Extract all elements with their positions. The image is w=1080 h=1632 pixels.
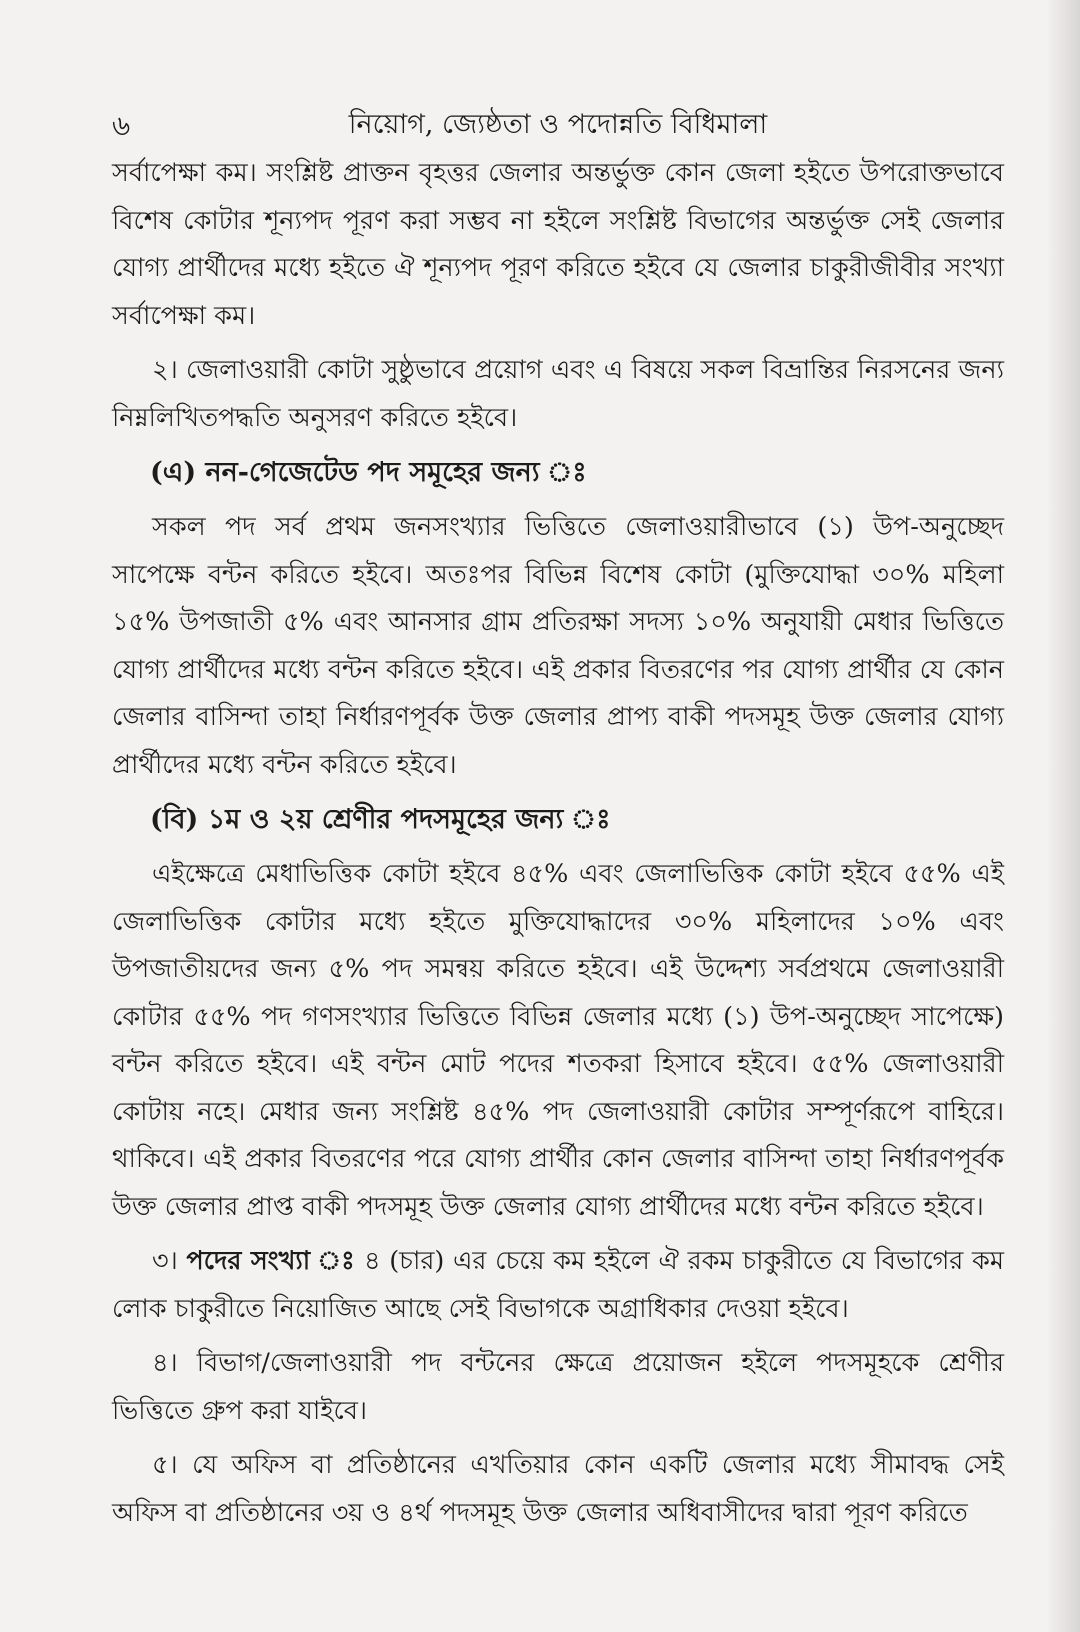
paragraph-3-number: ৩। <box>152 1246 178 1276</box>
subheading-class-1-2: (বি) ১ম ও ২য় শ্রেণীর পদসমূহের জন্য ঃ <box>150 804 611 835</box>
paragraph-5: ৫। যে অফিস বা প্রতিষ্ঠানের এখতিয়ার কোন একটি জেলার মধ্যে সীমাবদ্ধ সেই অফিস বা প্রতিষ্ঠানের ৩য় ও ৪র্থ পদসমূহ উক্ত জেলার অধিবাসীদের দ্বারা পূরণ করিতে <box>112 1450 1004 1528</box>
subheading-non-gazetted: (এ) নন-গেজেটেড পদ সমূহের জন্য ঃ <box>150 457 587 488</box>
paragraph-continued: সর্বাপেক্ষা কম। সংশ্লিষ্ট প্রাক্তন বৃহত্তর জেলার অন্তর্ভুক্ত কোন জেলা হইতে উপরোক্তভাবে বিশেষ কোটার শূন্যপদ পূরণ করা সম্ভব না হইলে সংশ্লিষ্ট বিভাগের অন্তর্ভুক্ত সেই জেলার যোগ্য প্রার্থীদের মধ্যে হইতে ঐ শূন্যপদ পূরণ করিতে হইবে যে জেলার চাকুরীজীবীর সংখ্যা সর্বাপেক্ষা কম। <box>112 158 1004 331</box>
page-header <box>112 96 1004 144</box>
paragraph-4: ৪। বিভাগ/জেলাওয়ারী পদ বন্টনের ক্ষেত্রে প্রয়োজন হইলে পদসমূহকে শ্রেণীর ভিত্তিতে গ্রুপ করা যাইবে। <box>112 1348 1004 1426</box>
running-title: নিয়োগ, জ্যেষ্ঠতা ও পদোন্নতি বিধিমালা <box>348 109 768 140</box>
page-edge-shadow <box>1046 0 1080 1632</box>
paragraph-3 <box>112 1238 1004 1333</box>
paragraph-2: ২। জেলাওয়ারী কোটা সুষ্ঠুভাবে প্রয়োগ এবং এ বিষয়ে সকল বিভ্রান্তির নিরসনের জন্য নিম্নলিখিতপদ্ধতি অনুসরণ করিতে হইবে। <box>112 355 1004 433</box>
paragraph-class-1-2: এইক্ষেত্রে মেধাভিত্তিক কোটা হইবে ৪৫% এবং জেলাভিত্তিক কোটা হইবে ৫৫% এই জেলাভিত্তিক কোটার মধ্যে হইতে মুক্তিযোদ্ধাদের ৩০% মহিলাদের ১০% এবং উপজাতীয়দের জন্য ৫% পদ সমন্বয় করিতে হইবে। এই উদ্দেশ্য সর্বপ্রথমে জেলাওয়ারী কোটার ৫৫% পদ গণসংখ্যার ভিত্তিতে বিভিন্ন জেলার মধ্যে (১) উপ-অনুচ্ছেদ সাপেক্ষে) বন্টন করিতে হইবে। এই বন্টন মোট পদের শতকরা হিসাবে হইবে। ৫৫% জেলাওয়ারী কোটায় নহে। মেধার জন্য সংশ্লিষ্ট ৪৫% পদ জেলাওয়ারী কোটার সম্পূর্ণরূপে বাহিরে। থাকিবে। এই প্রকার বিতরণের পরে যোগ্য প্রার্থীর কোন জেলার বাসিন্দা তাহা নির্ধারণপূর্বক উক্ত জেলার প্রাপ্ত বাকী পদসমূহ উক্ত জেলার যোগ্য প্রার্থীদের মধ্যে বন্টন করিতে হইবে। <box>112 859 1004 1222</box>
paragraph-3-label: পদের সংখ্যা ঃ <box>186 1246 356 1276</box>
paragraph-3-text: ৪ (চার) এর চেয়ে কম হইলে ঐ রকম চাকুরীতে যে বিভাগের কম লোক চাকুরীতে নিয়োজিত আছে সেই বিভাগকে অগ্রাধিকার দেওয়া হইবে। <box>112 1246 1004 1324</box>
page-number: ৬ <box>112 109 131 142</box>
paragraph-non-gazetted: সকল পদ সর্ব প্রথম জনসংখ্যার ভিত্তিতে জেলাওয়ারীভাবে (১) উপ-অনুচ্ছেদ সাপেক্ষে বন্টন করিতে হইবে। অতঃপর বিভিন্ন বিশেষ কোটা (মুক্তিযোদ্ধা ৩০% মহিলা ১৫% উপজাতী ৫% এবং আনসার গ্রাম প্রতিরক্ষা সদস্য ১০% অনুযায়ী মেধার ভিত্তিতে যোগ্য প্রার্থীদের মধ্যে বন্টন করিতে হইবে। এই প্রকার বিতরণের পর যোগ্য প্রার্থীর যে কোন জেলার বাসিন্দা তাহা নির্ধারণপূর্বক উক্ত জেলার প্রাপ্য বাকী পদসমূহ উক্ত জেলার যোগ্য প্রার্থীদের মধ্যে বন্টন করিতে হইবে। <box>112 512 1004 780</box>
